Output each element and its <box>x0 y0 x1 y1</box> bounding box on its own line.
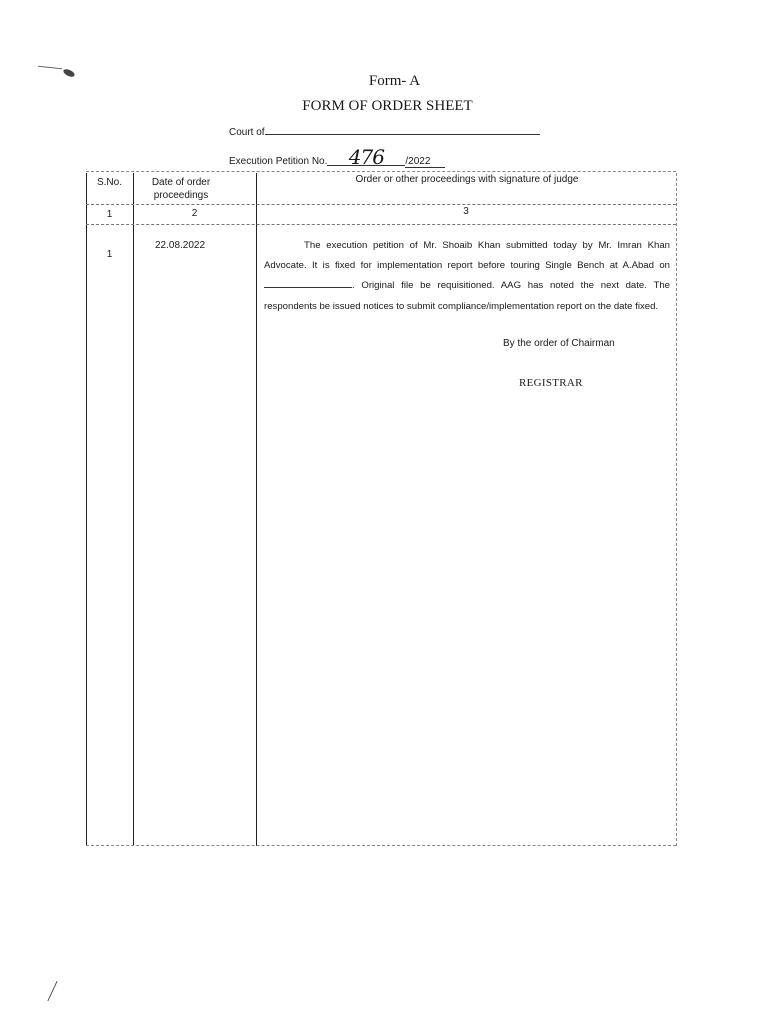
petition-year: /2022 <box>405 156 445 168</box>
column-number-3: 3 <box>463 206 469 217</box>
table-left-border <box>86 173 87 846</box>
petition-field <box>229 145 445 169</box>
table-top-border <box>86 171 676 172</box>
order-text <box>264 236 670 317</box>
column-header-order: Order or other proceedings with signature of judge <box>355 174 579 185</box>
table-bottom-border <box>86 845 676 846</box>
column-header-date: Date of order proceedings <box>151 177 211 201</box>
form-label: Form- A <box>368 73 421 89</box>
signatory: REGISTRAR <box>519 377 583 389</box>
court-field <box>229 125 540 138</box>
row-sno: 1 <box>106 249 113 260</box>
number-row-divider <box>86 224 676 225</box>
order-text-part2: . Original file be requisitioned. AAG has noted the next date. The respondents be issued notices to submit compliance/implementation report on the date fixed. <box>264 280 670 312</box>
column-number-2: 2 <box>191 208 198 219</box>
by-order-line: By the order of Chairman <box>503 338 615 349</box>
court-label: Court of <box>229 127 265 138</box>
scan-mark <box>38 66 62 70</box>
scan-mark <box>47 981 57 1001</box>
court-blank-line <box>265 125 540 135</box>
column-divider-1 <box>133 173 134 846</box>
column-number-1: 1 <box>106 209 113 220</box>
order-text-part1: The execution petition of Mr. Shoaib Khan submitted today by Mr. Imran Khan Advocate. It is fixed for implementation report before touring Single Bench at A.Abad on <box>264 240 670 272</box>
header-row-divider <box>86 204 676 205</box>
table-right-border <box>676 173 677 846</box>
page-title: FORM OF ORDER SHEET <box>302 98 473 114</box>
column-divider-2 <box>256 173 257 846</box>
petition-label: Execution Petition No. <box>229 156 328 167</box>
date-blank-line <box>264 279 352 288</box>
column-header-sno: S.No. <box>96 177 122 188</box>
petition-number: 476 <box>327 150 405 166</box>
row-date: 22.08.2022 <box>155 240 206 251</box>
